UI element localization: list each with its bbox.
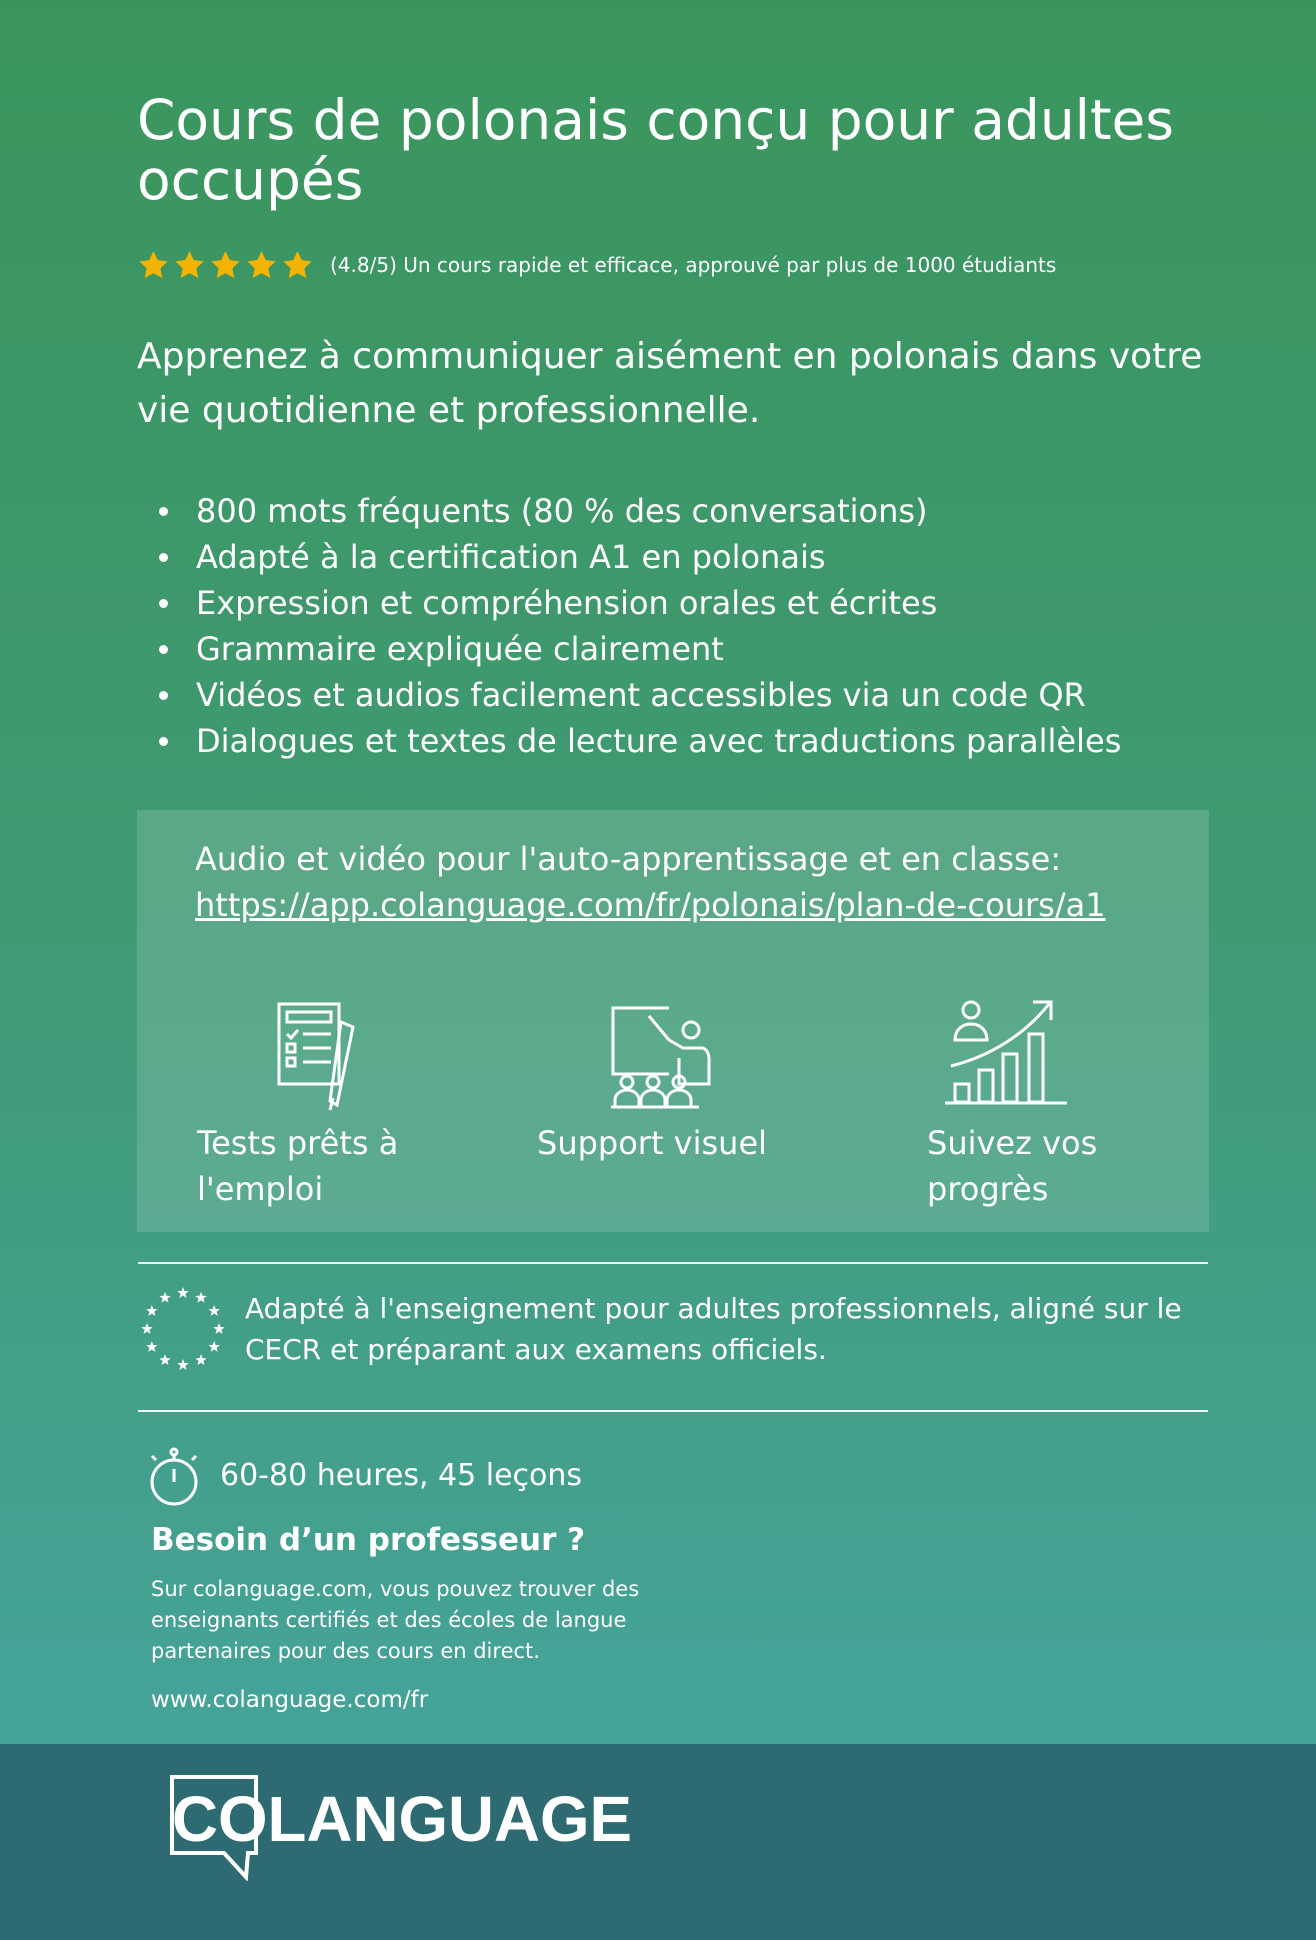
feature-item: 800 mots fréquents (80 % des conversations) bbox=[137, 488, 1237, 534]
eu-star bbox=[146, 1305, 157, 1316]
intro-text: Apprenez à communiquer aisément en polonais dans votre vie quotidienne et professionnelle. bbox=[137, 336, 1203, 431]
feature-item: Grammaire expliquée clairement bbox=[137, 626, 1237, 672]
eu-star bbox=[213, 1323, 224, 1334]
eu-star bbox=[208, 1305, 219, 1316]
website-link[interactable]: www.colanguage.com/fr bbox=[151, 1687, 429, 1713]
star-rating bbox=[137, 249, 314, 282]
star-icon bbox=[245, 249, 278, 282]
svg-text:COLANGUAGE: COLANGUAGE bbox=[172, 1783, 632, 1855]
course-plan-link[interactable]: https://app.colanguage.com/fr/polonais/plan-de-cours/a1 bbox=[195, 886, 1106, 924]
feature-item: Expression et compréhension orales et écrites bbox=[137, 580, 1237, 626]
eu-star bbox=[159, 1354, 170, 1365]
resources-text: Audio et vidéo pour l'auto-apprentissage et en classe: bbox=[195, 840, 1062, 878]
teacher-heading: Besoin d’un professeur ? bbox=[151, 1522, 586, 1558]
eu-star bbox=[141, 1323, 152, 1334]
star-icon bbox=[137, 249, 170, 282]
cefr-text: Adapté à l'enseignement pour adultes professionnels, aligné sur le CECR et préparant aux examens officiels. bbox=[245, 1292, 1182, 1366]
presentation-icon bbox=[609, 1002, 713, 1110]
test-sheet-icon bbox=[275, 1000, 367, 1112]
feature-list bbox=[137, 488, 1237, 764]
progress-label: Suivez vos progrès bbox=[927, 1124, 1098, 1208]
eu-star bbox=[195, 1354, 206, 1365]
rating-row bbox=[137, 247, 1056, 283]
eu-star bbox=[159, 1292, 170, 1303]
star-icon bbox=[209, 249, 242, 282]
feature-item: Dialogues et textes de lecture avec traductions parallèles bbox=[137, 718, 1237, 764]
eu-star bbox=[146, 1341, 157, 1352]
divider bbox=[138, 1262, 1208, 1264]
teacher-text: Sur colanguage.com, vous pouvez trouver des enseignants certifiés et des écoles de langue partenaires pour des cours en direct. bbox=[151, 1577, 640, 1663]
eu-star bbox=[177, 1359, 188, 1370]
tests-label: Tests prêts à l'emploi bbox=[197, 1124, 399, 1208]
star-icon bbox=[173, 249, 206, 282]
visual-support-label: Support visuel bbox=[537, 1124, 768, 1162]
feature-item: Vidéos et audios facilement accessibles via un code QR bbox=[137, 672, 1237, 718]
star-icon bbox=[281, 249, 314, 282]
progress-chart-icon bbox=[945, 996, 1069, 1108]
page-title: Cours de polonais conçu pour adultes occupés bbox=[137, 88, 1175, 212]
colanguage-logo bbox=[164, 1771, 644, 1881]
stopwatch-icon bbox=[148, 1447, 200, 1507]
eu-stars-icon bbox=[139, 1285, 227, 1373]
resources-panel bbox=[137, 810, 1209, 1232]
eu-star bbox=[177, 1287, 188, 1298]
feature-item: Adapté à la certification A1 en polonais bbox=[137, 534, 1237, 580]
course-duration: 60-80 heures, 45 leçons bbox=[220, 1458, 583, 1493]
divider bbox=[138, 1410, 1208, 1412]
rating-text: (4.8/5) Un cours rapide et efficace, approuvé par plus de 1000 étudiants bbox=[330, 253, 1057, 277]
eu-star bbox=[195, 1292, 206, 1303]
eu-star bbox=[208, 1341, 219, 1352]
